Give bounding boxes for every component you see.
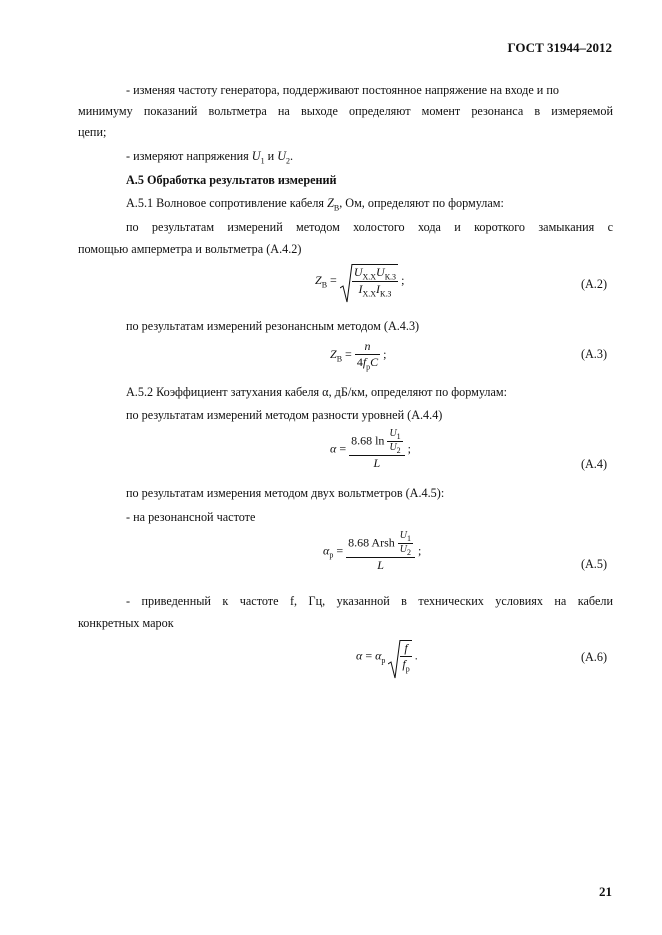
eq-number-a6: (А.6) [580,650,607,664]
p3-line2: помощью амперметра и вольтметра (А.4.2) [78,242,302,256]
a52-line: А.5.2 Коэффициент затухания кабеля α, дБ/км, определяют по формулам: [126,385,507,399]
formula-a2: $Z_В$ = $\frac{U_{Х.Х}U_{К.З}}{I_{Х.Х}I_{К.З}}$ ; [315,264,404,299]
p8-line2: конкретных марок [78,616,174,630]
p8-line1: - приведенный к частоте f, Гц, указанной в технических условиях на кабели [126,594,613,608]
formula-a3: $Z_В$ = $\frac{n}{4f_рC}$ ; [330,339,387,372]
p4: по результатам измерений резонансным методом (А.4.3) [126,319,420,333]
formula-a6: $\alpha = \alpha_р$ $\frac{f}{f_р}$ . [356,640,418,673]
sqrt-sign: $\frac{U_{Х.Х}U_{К.З}}{I_{Х.Х}I_{К.З}}$ [340,264,398,299]
p1-line1: - изменяя частоту генератора, поддерживают постоянное напряжение на входе и по [126,83,559,97]
p1-line2: минимуму показаний вольтметра на выходе определяют момент резонанса в измеряемой [78,104,613,118]
sqrt-sign-a6: $\frac{f}{f_р}$ [388,640,411,673]
p5: по результатам измерений методом разности уровней (А.4.4) [126,408,443,422]
page-number: 21 [599,884,612,899]
p7: - на резонансной частоте [126,510,256,524]
document-header: ГОСТ 31944–2012 [507,40,612,55]
formula-a5: $\alpha_р$ = 8.68 Arsh $\frac{U_1}{U_2}$ L ; [323,530,422,572]
formula-a4: α = 8.68 ln $\frac{U_1}{U_2}$ L ; [330,428,412,470]
p3-line1: по результатам измерений методом холостого хода и короткого замыкания с [126,220,613,234]
a51-line: А.5.1 Волновое сопротивление кабеля $Z_В$, Ом, определяют по формулам: [126,196,504,213]
eq-number-a5: (А.5) [580,557,607,571]
eq-number-a4: (А.4) [580,457,607,471]
p1-line3: цепи; [78,125,107,139]
p2-line: - измеряют напряжения $U_1$ и $U_2$. [126,149,294,166]
eq-number-a2: (А.2) [580,277,607,291]
eq-number-a3: (А.3) [580,347,607,361]
section-title: А.5 Обработка результатов измерений [126,173,337,187]
p6: по результатам измерения методом двух вольтметров (А.4.5): [126,486,445,500]
